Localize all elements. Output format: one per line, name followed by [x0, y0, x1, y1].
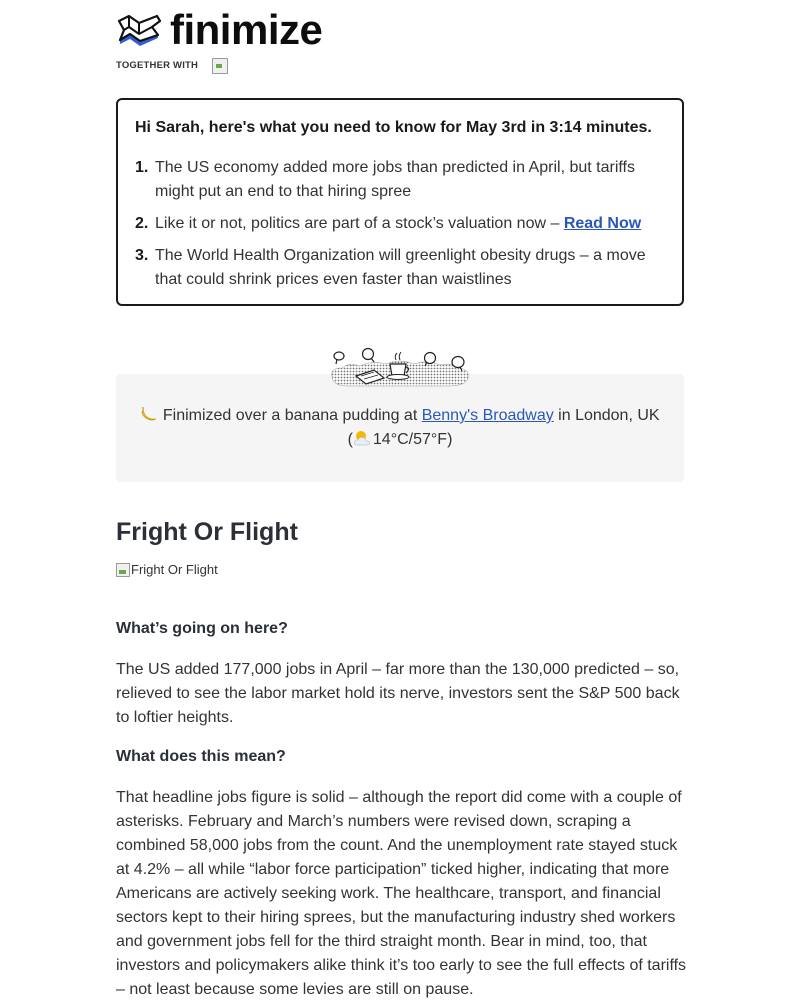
- hero-image-alt-text: Fright Or Flight: [131, 562, 218, 577]
- summary-item-2: [135, 212, 655, 236]
- summary-list: [135, 156, 655, 300]
- greeting-heading: Hi Sarah, here's what you need to know for May 3rd in 3:14 minutes.: [135, 119, 652, 136]
- item-text: The US economy added more jobs than predicted in April, but tariffs might put an end to that hiring spree: [155, 159, 635, 200]
- coffee-table-illustration: [328, 346, 472, 390]
- article-hero-image[interactable]: [116, 562, 218, 577]
- location-prefix: Finimized over a banana pudding at: [158, 407, 422, 424]
- item-text: Like it or not, politics are part of a stock’s valuation now –: [155, 215, 564, 232]
- weather-reading: 14°C/57°F): [372, 431, 453, 448]
- partner-logo-broken-image[interactable]: [212, 58, 228, 74]
- summary-item-3: [135, 244, 655, 292]
- article-title: Fright Or Flight: [116, 518, 298, 546]
- item-number: 2.: [135, 215, 149, 232]
- item-text: The World Health Organization will greenlight obesity drugs – a move that could shrink prices even faster than waistlines: [155, 247, 646, 288]
- finimize-logo[interactable]: [116, 6, 323, 53]
- location-card: [116, 374, 684, 482]
- weather-open-paren: (: [347, 431, 353, 448]
- together-with-label: TOGETHER WITH: [116, 59, 199, 71]
- section-heading-what-does-this-mean: What does this mean?: [116, 748, 286, 765]
- bennys-broadway-link[interactable]: Benny's Broadway: [421, 407, 554, 424]
- item-number: 3.: [135, 247, 149, 264]
- location-suffix: in London, UK: [553, 407, 660, 424]
- location-text: [116, 404, 684, 452]
- broken-image-icon: [116, 563, 130, 577]
- section-heading-whats-going-on: What’s going on here?: [116, 620, 288, 637]
- summary-box: [116, 98, 684, 306]
- sponsor-line: [116, 57, 228, 73]
- logo-wordmark: finimize: [170, 6, 323, 53]
- sun-behind-cloud-icon: [353, 429, 373, 447]
- section-body-what-does-this-mean: That headline jobs figure is solid – although the report did come with a couple of asterisks. February and March’s numbers were revised down, scraping a combined 58,000 jobs from the count. And the unemployment rate stayed stuck at 4.2% – all while “labor force participation” ticked higher, indicating that more Americans are actively seeking work. The healthcare, transport, and financial sectors kept to their hiring sprees, but the manufacturing industry shed workers and government jobs fell for the third straight month. Bear in mind, too, that investors and policymakers alike think it’s too early to see the full effects of tariffs – not least because some levies are still on pause.: [116, 789, 687, 998]
- item-text-wrapper: [155, 212, 655, 236]
- read-now-link[interactable]: Read Now: [563, 215, 642, 232]
- section-body-whats-going-on: The US added 177,000 jobs in April – far more than the 130,000 predicted – so, relieved to see the labor market hold its nerve, investors sent the S&P 500 back to loftier heights.: [116, 661, 680, 726]
- finimize-logo-icon: [116, 13, 162, 47]
- item-number: 1.: [135, 159, 149, 176]
- banana-icon: [140, 405, 158, 423]
- summary-item-1: [135, 156, 655, 204]
